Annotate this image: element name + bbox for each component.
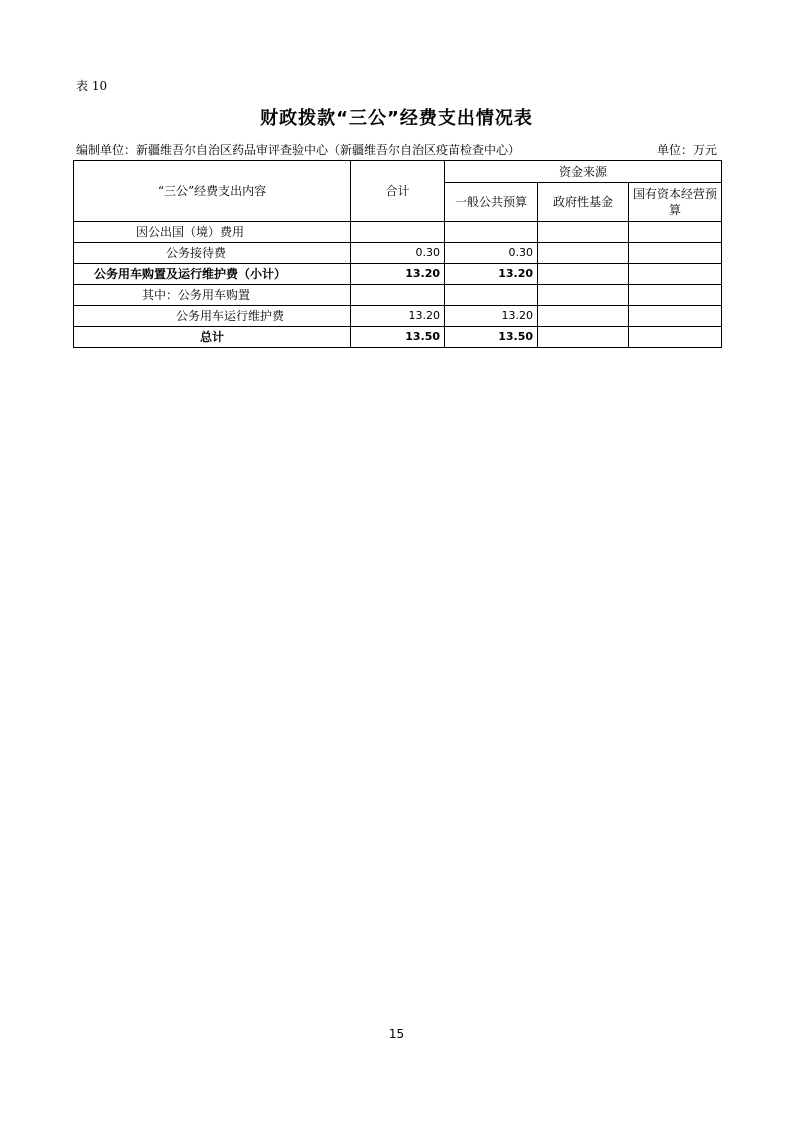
table-row	[74, 306, 722, 327]
row-general: 0.30	[445, 243, 538, 264]
row-general: 13.50	[445, 327, 538, 348]
table-row	[74, 285, 722, 306]
header-funding-source: 资金来源	[445, 161, 722, 183]
table-row	[74, 243, 722, 264]
row-total	[351, 285, 445, 306]
table-number: 表 10	[76, 79, 108, 93]
row-gov	[538, 327, 629, 348]
table-row	[74, 327, 722, 348]
expense-table	[73, 160, 722, 348]
organization-label: 编制单位：新疆维吾尔自治区药品审评查验中心（新疆维吾尔自治区疫苗检查中心）	[76, 143, 521, 157]
row-total	[351, 222, 445, 243]
header-total: 合计	[351, 161, 445, 222]
row-total: 0.30	[351, 243, 445, 264]
row-gov	[538, 243, 629, 264]
row-label: 因公出国（境）费用	[74, 222, 351, 243]
row-gov	[538, 285, 629, 306]
page-title: 财政拨款“三公”经费支出情况表	[260, 108, 533, 129]
row-total: 13.20	[351, 306, 445, 327]
header-state-capital: 国有资本经营预算	[629, 183, 722, 222]
row-state	[629, 306, 722, 327]
row-general	[445, 222, 538, 243]
row-label: 公务用车购置及运行维护费（小计）	[74, 264, 351, 285]
unit-label: 单位：万元	[656, 143, 717, 157]
header-content: “三公”经费支出内容	[74, 161, 351, 222]
row-state	[629, 264, 722, 285]
row-label: 公务用车运行维护费	[74, 306, 351, 327]
row-gov	[538, 222, 629, 243]
row-state	[629, 222, 722, 243]
row-state	[629, 285, 722, 306]
row-general: 13.20	[445, 306, 538, 327]
row-general: 13.20	[445, 264, 538, 285]
row-state	[629, 327, 722, 348]
table-row	[74, 264, 722, 285]
row-total: 13.20	[351, 264, 445, 285]
row-gov	[538, 264, 629, 285]
table-row	[74, 222, 722, 243]
header-gov-fund: 政府性基金	[538, 183, 629, 222]
row-label: 其中：公务用车购置	[74, 285, 351, 306]
row-total: 13.50	[351, 327, 445, 348]
page-number: 15	[388, 1027, 405, 1041]
row-label: 公务接待费	[74, 243, 351, 264]
row-gov	[538, 306, 629, 327]
row-general	[445, 285, 538, 306]
header-general-budget: 一般公共预算	[445, 183, 538, 222]
row-state	[629, 243, 722, 264]
row-label: 总计	[74, 327, 351, 348]
